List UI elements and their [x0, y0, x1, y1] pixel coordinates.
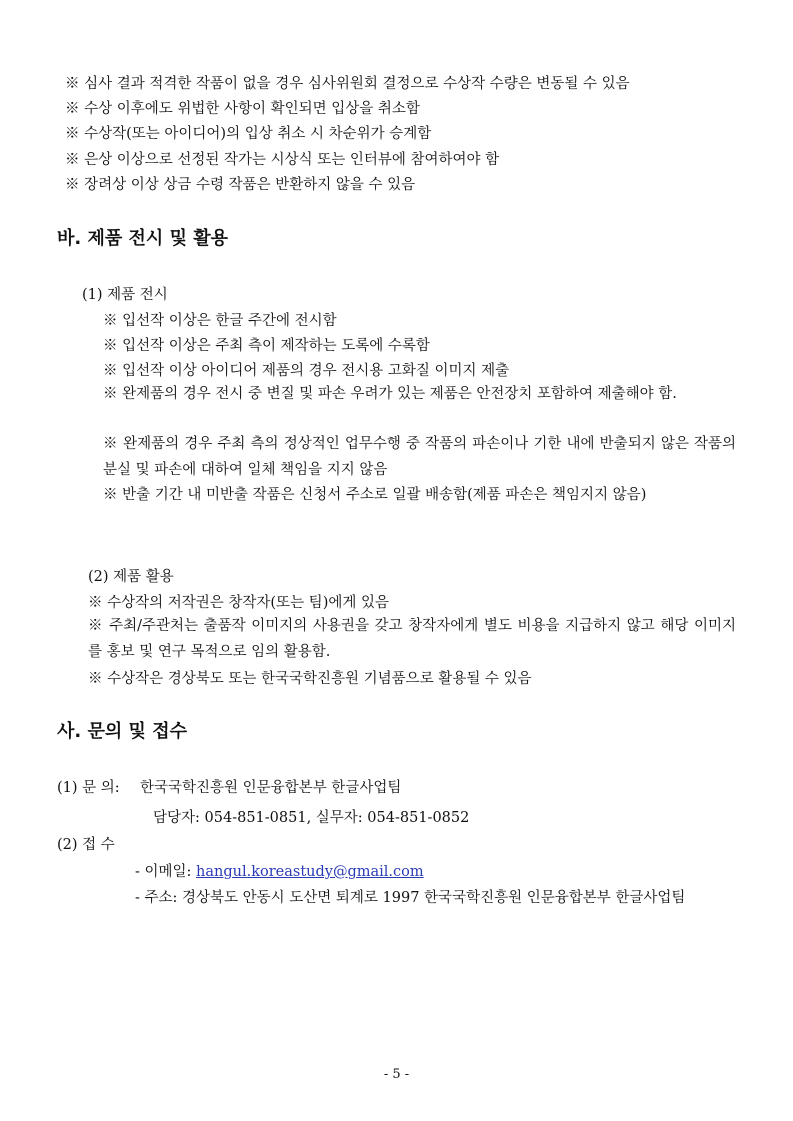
- note-item: ※ 수상작(또는 아이디어)의 입상 취소 시 차순위가 승계함: [65, 126, 432, 142]
- subsection-title: (2) 제품 활용: [88, 569, 174, 585]
- note-item: ※ 심사 결과 적격한 작품이 없을 경우 심사위원회 결정으로 수상작 수량은 변동될 수 있음: [65, 76, 630, 92]
- note-item: ※ 수상 이후에도 위법한 사항이 확인되면 입상을 취소함: [65, 101, 420, 117]
- list-item: ※ 입선작 이상 아이디어 제품의 경우 전시용 고화질 이미지 제출: [103, 363, 510, 379]
- page-number: - 5 -: [383, 1067, 410, 1082]
- email-link[interactable]: hangul.koreastudy@gmail.com: [196, 864, 424, 880]
- inquiry-phones: 담당자: 054-851-0851, 실무자: 054-851-0852: [153, 810, 470, 826]
- subsection-title: (1) 제품 전시: [82, 287, 168, 303]
- list-item: ※ 수상작의 저작권은 창작자(또는 팀)에게 있음: [88, 595, 389, 611]
- address: - 주소: 경상북도 안동시 도산면 퇴계로 1997 한국국학진흥원 인문융합본부 한글사업팀: [135, 890, 686, 906]
- list-item: ※ 수상작은 경상북도 또는 한국국학진흥원 기념품으로 활용될 수 있음: [88, 671, 532, 687]
- email-row: [135, 862, 424, 882]
- list-item: ※ 주최/주관처는 출품작 이미지의 사용권을 갖고 창작자에게 별도 비용을 지급하지 않고 해당 이미지를 홍보 및 연구 목적으로 임의 활용함.: [88, 618, 736, 660]
- section-heading: 바. 제품 전시 및 활용: [57, 228, 229, 249]
- list-item: ※ 입선작 이상은 한글 주간에 전시함: [103, 313, 337, 329]
- list-item: ※ 입선작 이상은 주최 측이 제작하는 도록에 수록함: [103, 338, 430, 354]
- inquiry-label: (1) 문 의:: [57, 780, 120, 796]
- note-item: ※ 은상 이상으로 선정된 작가는 시상식 또는 인터뷰에 참여하여야 함: [65, 152, 500, 168]
- email-label: - 이메일:: [135, 864, 192, 880]
- inquiry-org: 한국국학진흥원 인문융합본부 한글사업팀: [140, 780, 402, 796]
- list-item: ※ 완제품의 경우 주최 측의 정상적인 업무수행 중 작품의 파손이나 기한 내에 반출되지 않은 작품의 분실 및 파손에 대하여 일체 책임을 지지 않음: [103, 436, 736, 478]
- receipt-label: (2) 접 수: [57, 837, 115, 853]
- list-item: ※ 반출 기간 내 미반출 작품은 신청서 주소로 일괄 배송함(제품 파손은 책임지지 않음): [103, 487, 647, 503]
- note-item: ※ 장려상 이상 상금 수령 작품은 반환하지 않을 수 있음: [65, 177, 416, 193]
- list-item: ※ 완제품의 경우 전시 중 변질 및 파손 우려가 있는 제품은 안전장치 포함하여 제출해야 함.: [103, 386, 677, 402]
- section-heading: 사. 문의 및 접수: [57, 721, 187, 742]
